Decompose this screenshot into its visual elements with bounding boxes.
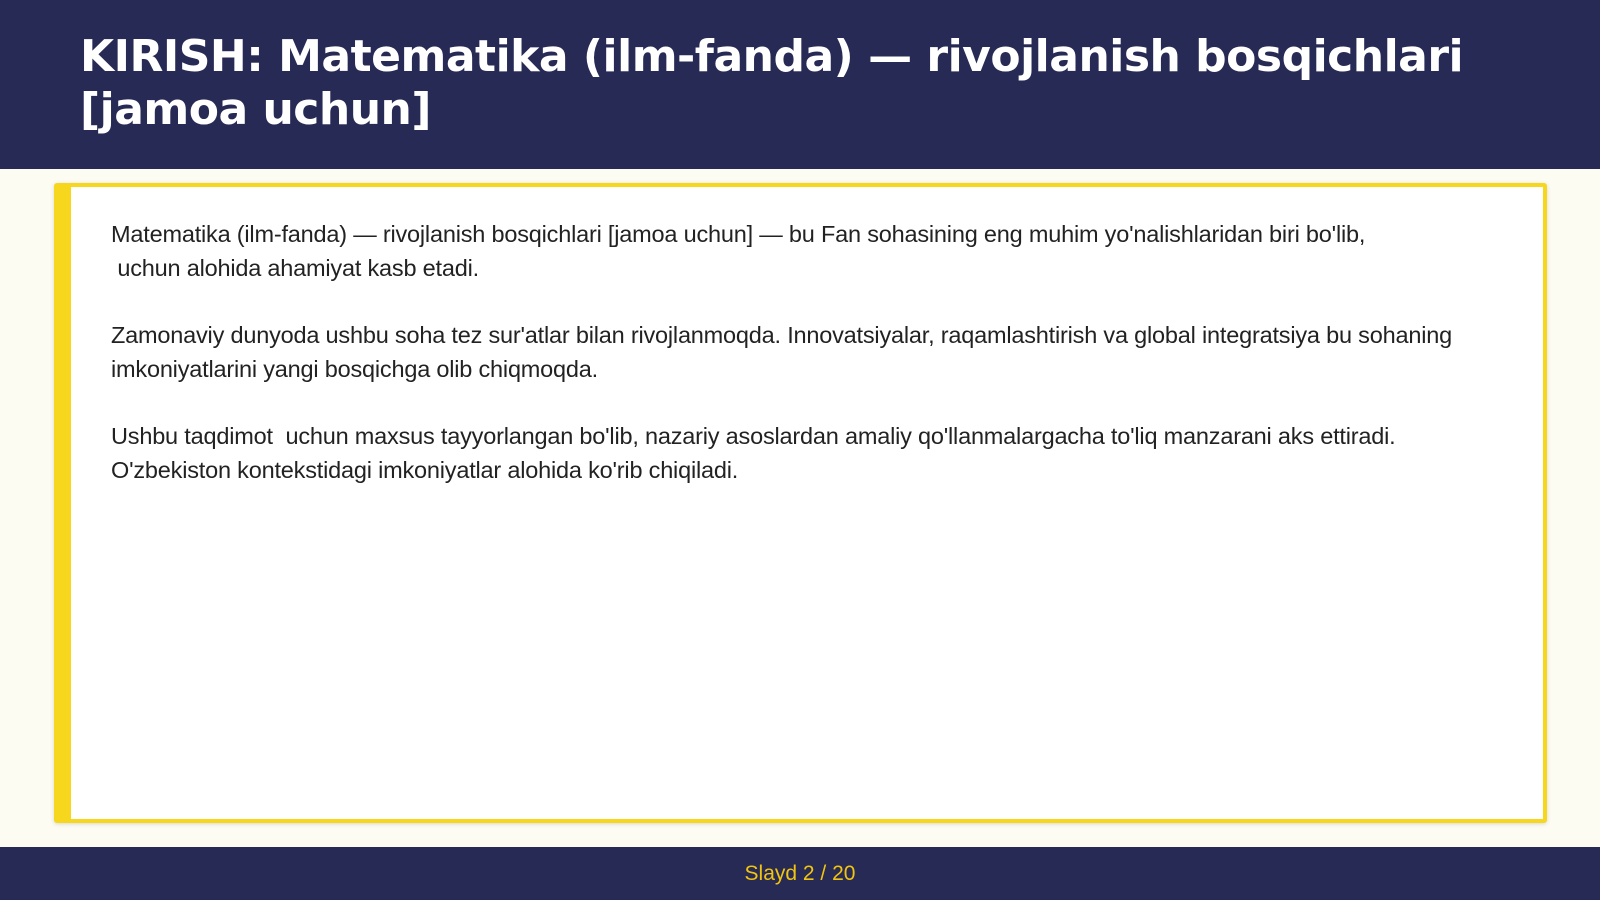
- slide-footer: [0, 847, 1600, 900]
- paragraph-modern-world: Zamonaviy dunyoda ushbu soha tez sur'atlar bilan rivojlanmoqda. Innovatsiyalar, raqamlashtirish va global integratsiya bu sohaning imkoniyatlarini yangi bosqichga olib chiqmoqda.: [111, 322, 1459, 382]
- slide-title: KIRISH: Matematika (ilm-fanda) — rivojlanish bosqichlari [jamoa uchun]: [80, 31, 1464, 135]
- content-card: [54, 183, 1547, 823]
- slide-header: [0, 0, 1600, 169]
- paragraph-presentation: Ushbu taqdimot uchun maxsus tayyorlangan bo'lib, nazariy asoslardan amaliy qo'llanmalargacha to'liq manzarani aks ettiradi. O'zbekiston kontekstidagi imkoniyatlar alohida ko'rib chiqiladi.: [111, 423, 1402, 483]
- paragraph-intro: Matematika (ilm-fanda) — rivojlanish bosqichlari [jamoa uchun] — bu Fan sohasining eng muhim yo'nalishlaridan biri bo'lib, uchun alohida ahamiyat kasb etadi.: [111, 221, 1366, 281]
- slide-counter: Slayd 2 / 20: [744, 861, 856, 885]
